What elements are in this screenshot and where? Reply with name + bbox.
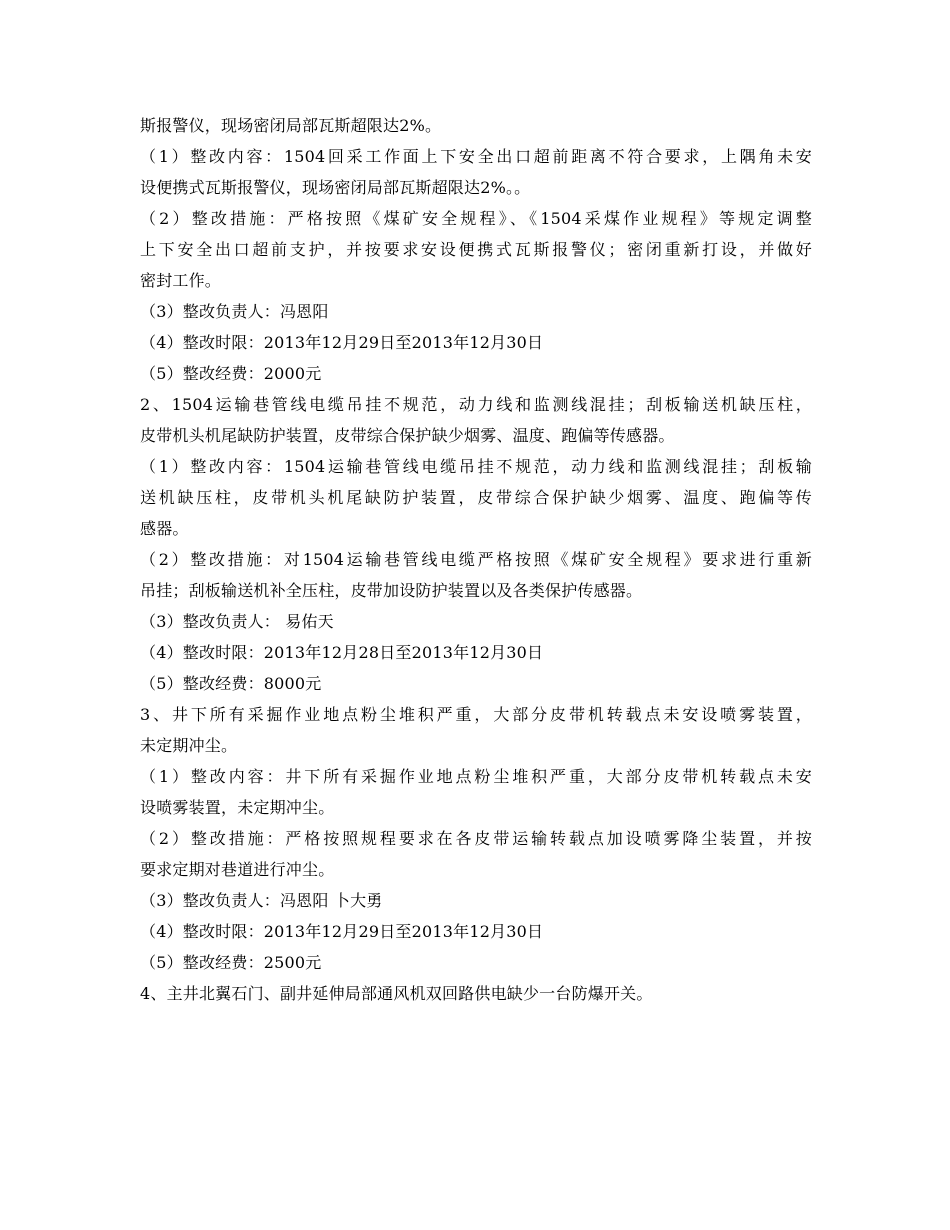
text-line: （2）整改措施：严格按照规程要求在各皮带运输转载点加设喷雾降尘装置，并按 bbox=[140, 829, 812, 848]
text-line: （1）整改内容：1504运输巷管线电缆吊挂不规范，动力线和监测线混挂；刮板输 bbox=[140, 457, 812, 476]
text-line: （2）整改措施：严格按照《煤矿安全规程》、《1504采煤作业规程》等规定调整 bbox=[140, 209, 812, 228]
text-line: （5）整改经费：2000元 bbox=[140, 364, 322, 383]
text-line: （4）整改时限：2013年12月28日至2013年12月30日 bbox=[140, 643, 544, 662]
text-line: （1）整改内容：井下所有采掘作业地点粉尘堆积严重，大部分皮带机转载点未安 bbox=[140, 767, 812, 786]
text-line: （1）整改内容：1504回采工作面上下安全出口超前距离不符合要求，上隅角未安 bbox=[140, 147, 812, 166]
document-body bbox=[140, 110, 812, 1009]
text-line: （3）整改负责人：冯恩阳 卜大勇 bbox=[140, 891, 383, 910]
text-line: 未定期冲尘。 bbox=[140, 736, 238, 755]
text-line: （4）整改时限：2013年12月29日至2013年12月30日 bbox=[140, 333, 544, 352]
text-line: 密封工作。 bbox=[140, 271, 222, 290]
text-line: 上下安全出口超前支护，并按要求安设便携式瓦斯报警仪；密闭重新打设，并做好 bbox=[140, 240, 812, 259]
text-line: （2）整改措施：对1504运输巷管线电缆严格按照《煤矿安全规程》要求进行重新 bbox=[140, 550, 812, 569]
text-line: 感器。 bbox=[140, 519, 189, 538]
text-line: （3）整改负责人： 易佑天 bbox=[140, 612, 334, 631]
text-line: （4）整改时限：2013年12月29日至2013年12月30日 bbox=[140, 922, 544, 941]
text-line: 设便携式瓦斯报警仪，现场密闭局部瓦斯超限达2%。。 bbox=[140, 178, 531, 197]
text-line: （5）整改经费：8000元 bbox=[140, 674, 322, 693]
text-line: 送机缺压柱，皮带机头机尾缺防护装置，皮带综合保护缺少烟雾、温度、跑偏等传 bbox=[140, 488, 812, 507]
text-line: 吊挂；刮板输送机补全压柱，皮带加设防护装置以及各类保护传感器。 bbox=[140, 581, 643, 600]
text-line: 2、1504运输巷管线电缆吊挂不规范，动力线和监测线混挂；刮板输送机缺压柱， bbox=[140, 395, 812, 414]
text-line: （5）整改经费：2500元 bbox=[140, 953, 322, 972]
text-line: （3）整改负责人：冯恩阳 bbox=[140, 302, 329, 321]
text-line: 3、井下所有采掘作业地点粉尘堆积严重，大部分皮带机转载点未安设喷雾装置， bbox=[140, 705, 812, 724]
text-line: 斯报警仪，现场密闭局部瓦斯超限达2%。 bbox=[140, 116, 442, 135]
text-line: 要求定期对巷道进行冲尘。 bbox=[140, 860, 335, 879]
text-line: 4、主井北翼石门、副井延伸局部通风机双回路供电缺少一台防爆开关。 bbox=[140, 984, 653, 1003]
text-line: 皮带机头机尾缺防护装置，皮带综合保护缺少烟雾、温度、跑偏等传感器。 bbox=[140, 426, 675, 445]
text-line: 设喷雾装置，未定期冲尘。 bbox=[140, 798, 335, 817]
